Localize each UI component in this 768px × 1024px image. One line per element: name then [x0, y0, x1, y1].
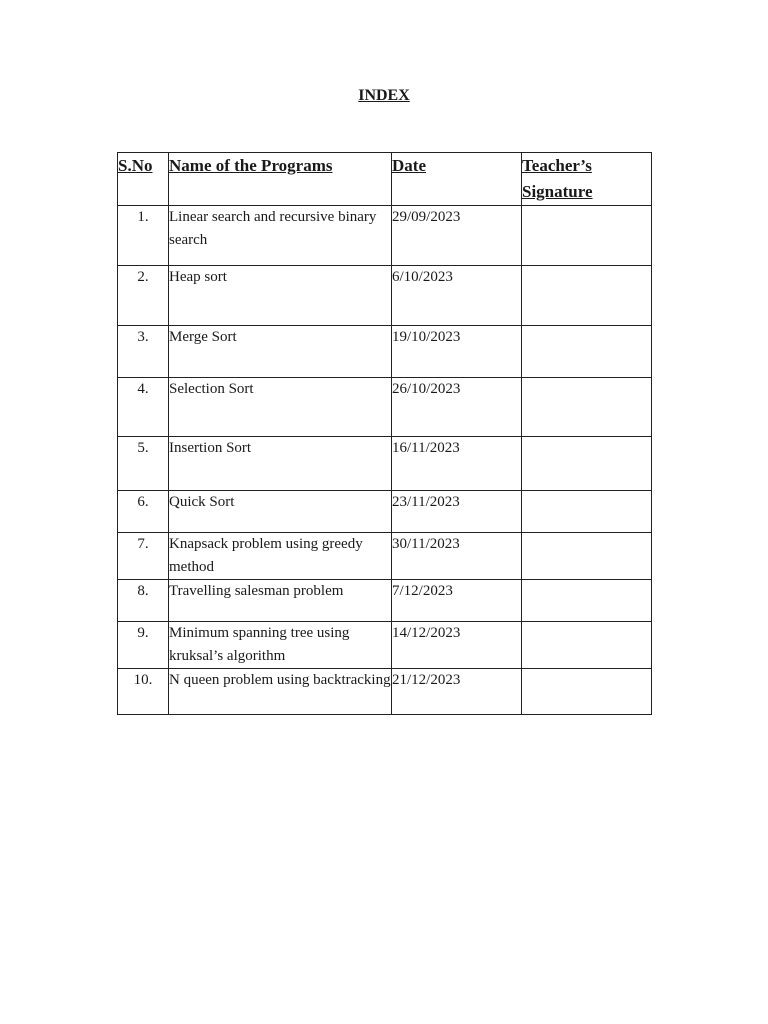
row-sno: 1.: [118, 206, 169, 266]
row-sno: 9.: [118, 622, 169, 669]
row-date: 30/11/2023: [392, 533, 522, 580]
row-signature: [522, 266, 652, 326]
row-signature: [522, 378, 652, 437]
row-program-name: Quick Sort: [169, 491, 392, 533]
row-signature: [522, 580, 652, 622]
index-table: [117, 152, 652, 715]
header-name: Name of the Programs: [169, 153, 392, 206]
row-signature: [522, 206, 652, 266]
row-sno: 4.: [118, 378, 169, 437]
table-row: [118, 206, 652, 266]
row-date: 14/12/2023: [392, 622, 522, 669]
row-sno: 2.: [118, 266, 169, 326]
row-sno: 7.: [118, 533, 169, 580]
row-program-name: Selection Sort: [169, 378, 392, 437]
table-row: [118, 533, 652, 580]
row-signature: [522, 533, 652, 580]
row-date: 21/12/2023: [392, 669, 522, 715]
row-program-name: Insertion Sort: [169, 437, 392, 491]
row-date: 26/10/2023: [392, 378, 522, 437]
header-date: Date: [392, 153, 522, 206]
row-date: 7/12/2023: [392, 580, 522, 622]
row-program-name: Heap sort: [169, 266, 392, 326]
table-row: [118, 378, 652, 437]
row-sno: 5.: [118, 437, 169, 491]
row-signature: [522, 669, 652, 715]
row-sno: 6.: [118, 491, 169, 533]
table-row: [118, 491, 652, 533]
row-program-name: Linear search and recursive binary search: [169, 206, 392, 266]
row-program-name: Merge Sort: [169, 326, 392, 378]
row-program-name: Knapsack problem using greedy method: [169, 533, 392, 580]
header-sno: S.No: [118, 153, 169, 206]
row-date: 19/10/2023: [392, 326, 522, 378]
row-program-name: N queen problem using backtracking: [169, 669, 392, 715]
row-signature: [522, 622, 652, 669]
row-sno: 8.: [118, 580, 169, 622]
table-row: [118, 326, 652, 378]
row-signature: [522, 491, 652, 533]
row-date: 6/10/2023: [392, 266, 522, 326]
table-row: [118, 622, 652, 669]
row-sno: 3.: [118, 326, 169, 378]
table-row: [118, 437, 652, 491]
row-sno: 10.: [118, 669, 169, 715]
row-date: 16/11/2023: [392, 437, 522, 491]
row-signature: [522, 326, 652, 378]
row-date: 23/11/2023: [392, 491, 522, 533]
row-program-name: Minimum spanning tree using kruksal’s algorithm: [169, 622, 392, 669]
row-program-name: Travelling salesman problem: [169, 580, 392, 622]
page-title: INDEX: [358, 87, 410, 104]
table-row: [118, 580, 652, 622]
table-row: [118, 266, 652, 326]
table-row: [118, 669, 652, 715]
header-row: [118, 153, 652, 206]
row-signature: [522, 437, 652, 491]
header-signature: Teacher’s Signature: [522, 153, 652, 206]
row-date: 29/09/2023: [392, 206, 522, 266]
